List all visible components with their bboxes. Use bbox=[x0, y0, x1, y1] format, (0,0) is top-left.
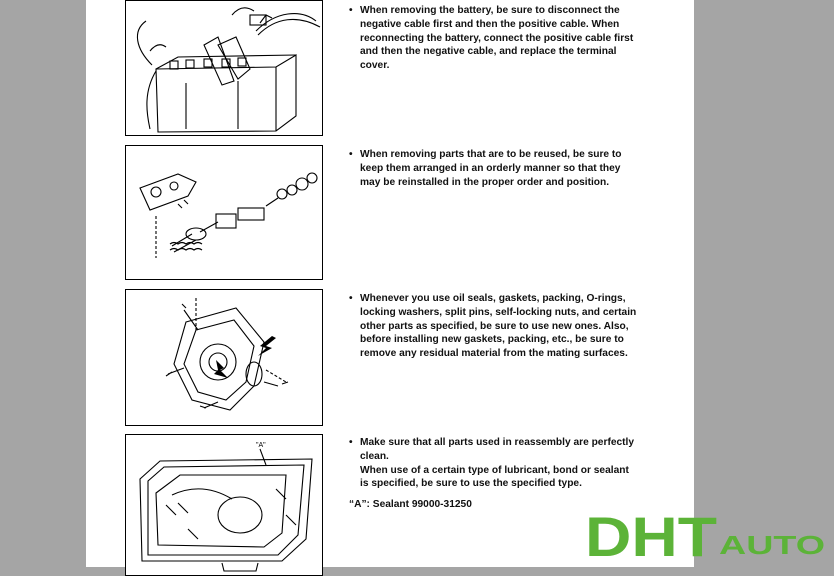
oil-pump-gasket-icon bbox=[126, 290, 322, 425]
bullet-text: • Make sure that all parts used in reassembly are perfectly clean. bbox=[349, 436, 639, 464]
note-clean-parts bbox=[349, 436, 639, 512]
figure-oil-pan bbox=[125, 434, 323, 576]
battery-cable-icon bbox=[126, 1, 322, 135]
manual-page bbox=[86, 0, 694, 567]
bullet-text: • When removing the battery, be sure to disconnect the negative cable first and then the positive cable. When reconnecting the battery, connect the positive cable first and then the negative cable, and replace the terminal cover. bbox=[349, 4, 639, 73]
note-parts bbox=[349, 148, 639, 189]
bullet-text: • When removing parts that are to be reused, be sure to keep them arranged in an orderly manner so that they may be reinstalled in the proper order and position. bbox=[349, 148, 639, 189]
exploded-parts-icon bbox=[126, 146, 322, 279]
figure-label-a: "A" bbox=[256, 442, 266, 449]
watermark-main: DHT bbox=[585, 506, 717, 562]
oil-pan-sealant-icon bbox=[126, 435, 322, 575]
sealant-spec: “A”: Sealant 99000-31250 bbox=[349, 499, 472, 511]
figure-oil-pump bbox=[125, 289, 323, 426]
watermark-suffix: AUTO bbox=[719, 530, 825, 560]
sealant-instruction: When use of a certain type of lubricant, bond or sealant is specified, be sure to use the specified type. bbox=[360, 464, 629, 490]
note-battery bbox=[349, 4, 639, 73]
figure-battery bbox=[125, 0, 323, 136]
dht-auto-watermark bbox=[583, 506, 828, 562]
dht-auto-logo bbox=[583, 506, 828, 562]
note-new-parts bbox=[349, 292, 639, 361]
bullet-text: • Whenever you use oil seals, gaskets, packing, O-rings, locking washers, split pins, self-locking nuts, and certain other parts as specified, be sure to use new ones. Also, before installing new gaskets, packing, etc., be sure to remove any residual material from the mating surfaces. bbox=[349, 292, 639, 361]
figure-parts bbox=[125, 145, 323, 280]
